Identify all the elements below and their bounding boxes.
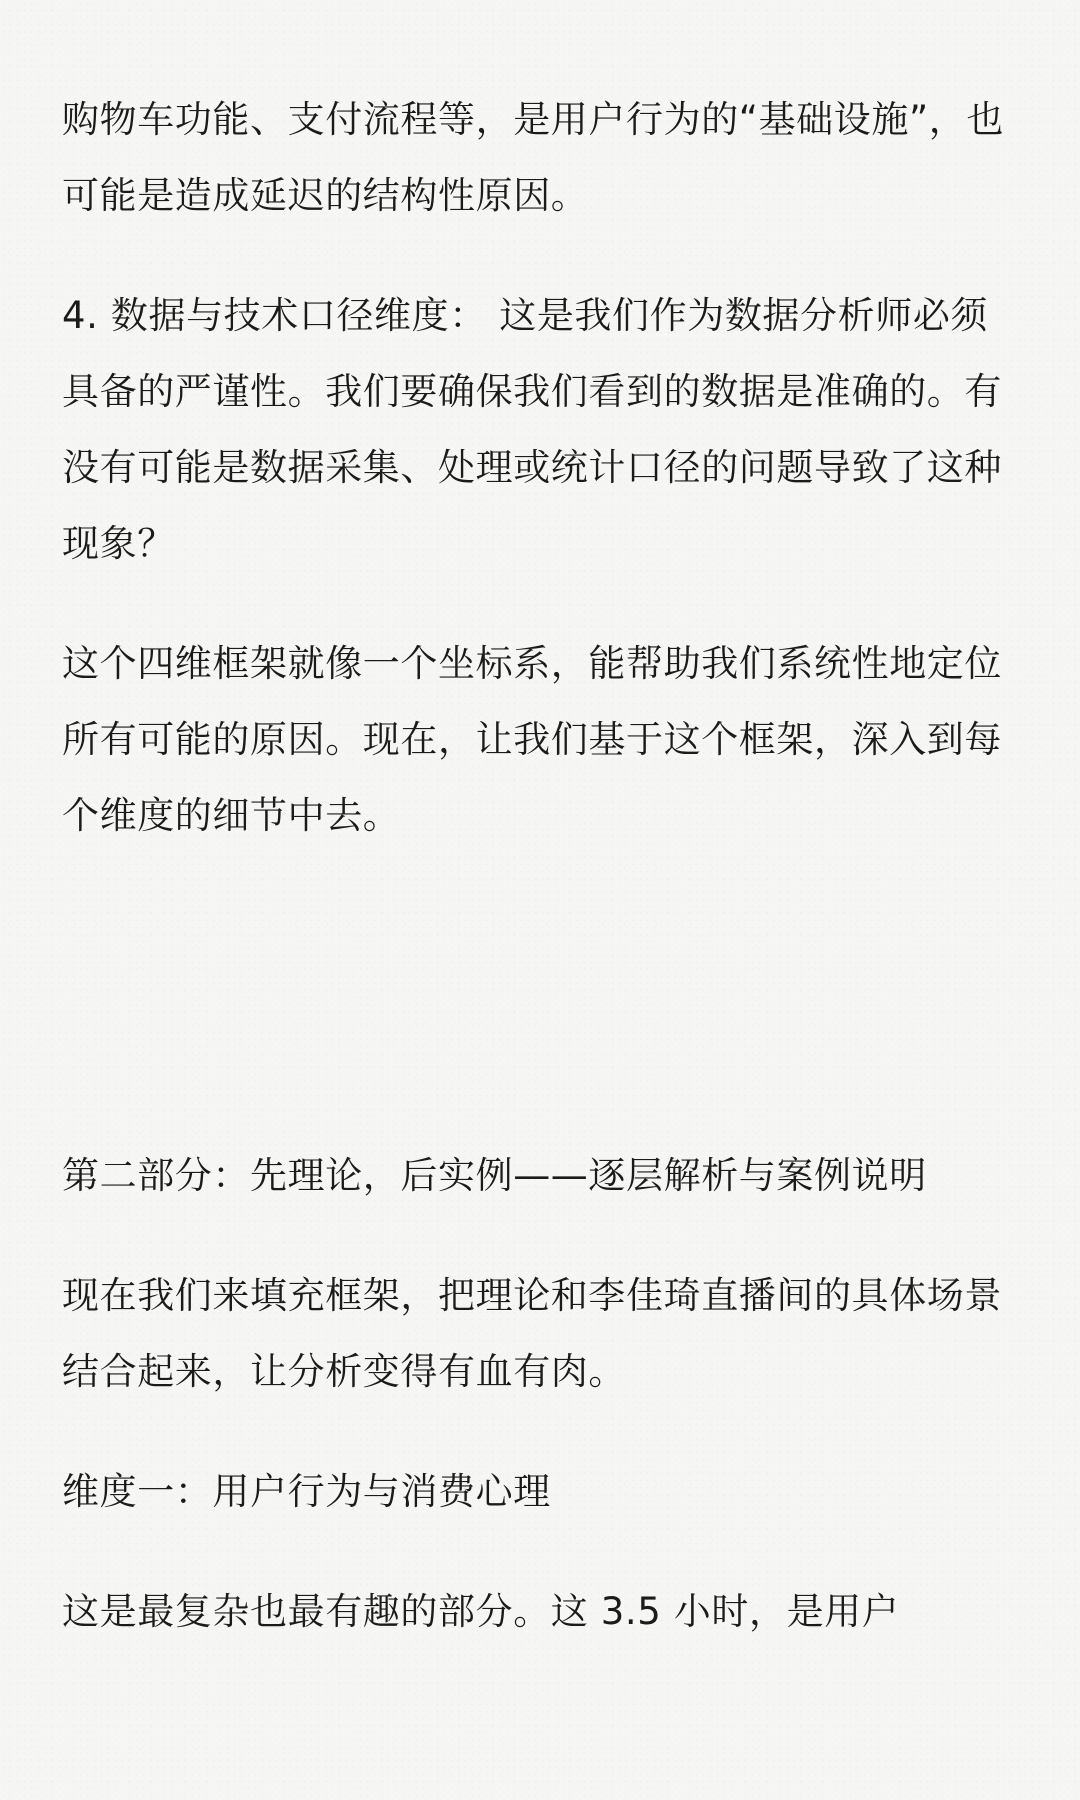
paragraph-dimension-one-intro: 这是最复杂也最有趣的部分。这 3.5 小时，是用户: [62, 1590, 900, 1633]
subheading-dimension-one: 维度一：用户行为与消费心理: [62, 1470, 551, 1513]
paragraph-framework-summary: 这个四维框架就像一个坐标系，能帮助我们系统性地定位所有可能的原因。现在，让我们基于这个框架，深入到每个维度的细节中去。: [62, 642, 1002, 837]
paragraph-infrastructure: 购物车功能、支付流程等，是用户行为的“基础设施”，也可能是造成延迟的结构性原因。: [62, 98, 1004, 217]
section-heading-part-two: 第二部分：先理论，后实例——逐层解析与案例说明: [62, 1154, 927, 1197]
paragraph-fill-framework: 现在我们来填充框架，把理论和李佳琦直播间的具体场景结合起来，让分析变得有血有肉。: [62, 1274, 1002, 1393]
paragraph-data-dimension: 4. 数据与技术口径维度： 这是我们作为数据分析师必须具备的严谨性。我们要确保我们看到的数据是准确的。有没有可能是数据采集、处理或统计口径的问题导致了这种现象？: [62, 294, 1002, 565]
